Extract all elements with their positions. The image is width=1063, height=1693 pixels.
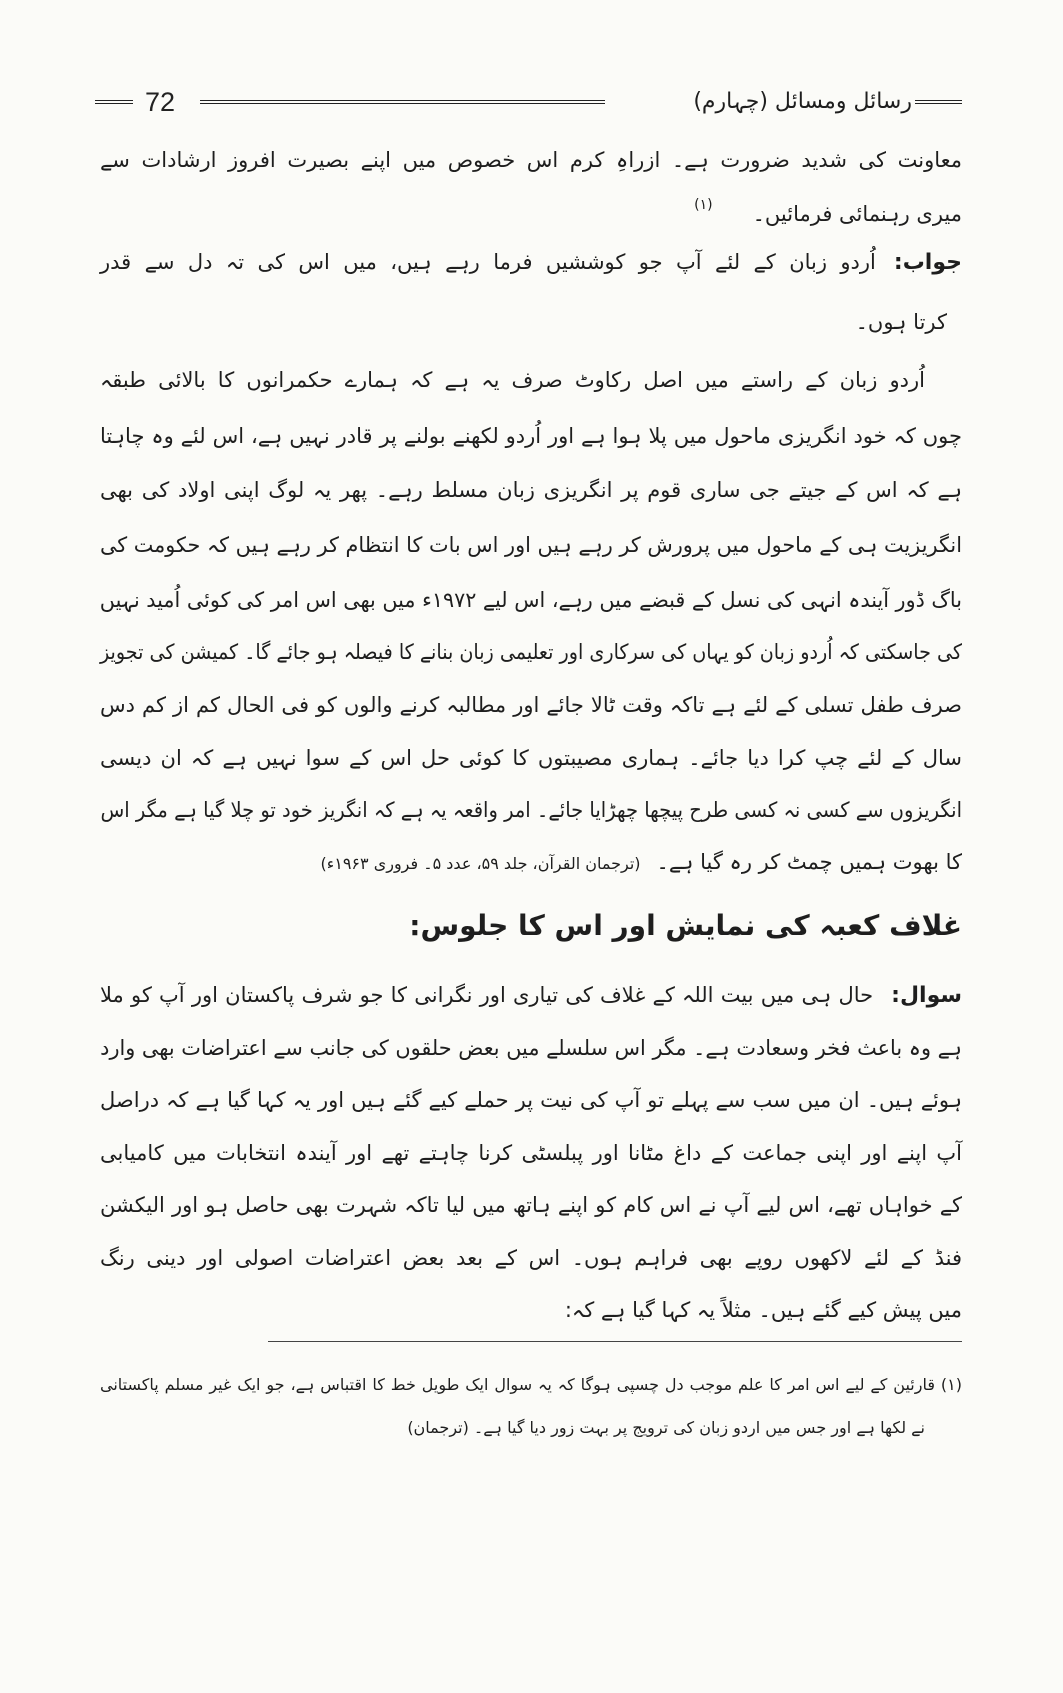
- paragraph-line-text: چوں کہ خود انگریزی ماحول میں پلا ہوا ہے اور اُردو لکھنے بولنے پر قادر نہیں ہے، اس لئے وہ چاہتا: [100, 424, 962, 448]
- paragraph-line: [100, 468, 962, 512]
- question2-line: [100, 1026, 962, 1070]
- question-label: سوال:: [891, 983, 962, 1008]
- paragraph-line: [100, 630, 962, 674]
- paragraph-line: [100, 736, 962, 780]
- question-line: [100, 183, 962, 227]
- paragraph-line-text: کا بھوت ہمیں چمٹ کر رہ گیا ہے۔: [656, 850, 962, 874]
- paragraph-line-text: اُردو زبان کے راستے میں اصل رکاوٹ صرف یہ ہے کہ ہمارے حکمرانوں کا بالائی طبقہ: [100, 368, 925, 392]
- footnote-line: [100, 1367, 962, 1403]
- source-citation: (ترجمان القرآن، جلد ۵۹، عدد ۵۔ فروری ۱۹۶۳ء): [320, 854, 641, 873]
- answer-label: جواب:: [893, 250, 962, 275]
- paragraph-line-text: انگریزیت ہی کے ماحول میں پرورش کر رہے ہیں اور اس بات کا انتظام کر رہے ہیں کہ حکومت کی: [99, 533, 962, 557]
- question2-line-text: حال ہی میں بیت اللہ کے غلاف کی تیاری اور نگرانی کا جو شرف پاکستان اور آپ کو ملا: [100, 983, 874, 1007]
- question-line: [100, 138, 962, 182]
- header-rule-right: [915, 100, 962, 104]
- footnote-reference: (۱): [694, 197, 713, 213]
- question2-line-text: کے خواہاں تھے، اس لیے آپ نے اس کام کو اپنے ہاتھ میں لیا تاکہ شہرت بھی حاصل ہو اور الیکشن: [100, 1193, 962, 1217]
- footnote-line-text: نے لکھا ہے اور جس میں اردو زبان کی ترویج پر بہت زور دیا گیا ہے۔ (ترجمان): [407, 1418, 925, 1437]
- page-number: 72: [145, 87, 176, 117]
- question2-line-text: ہے وہ باعث فخر وسعادت ہے۔ مگر اس سلسلے میں بعض حلقوں کی جانب سے اعتراضات بھی وارد: [100, 1036, 962, 1060]
- question2-line-text: فنڈ کے لئے لاکھوں روپے بھی فراہم ہوں۔ اس کے بعد بعض اعتراضات اصولی اور دینی رنگ: [100, 1246, 962, 1270]
- header-rule-left: [95, 100, 133, 104]
- question-line-text: معاونت کی شدید ضرورت ہے۔ ازراہِ کرم اس خصوص میں اپنے بصیرت افروز ارشادات سے: [100, 148, 962, 172]
- answer-line: [100, 240, 962, 284]
- question2-line: [100, 973, 962, 1017]
- paragraph-line-text: کی جاسکتی کہ اُردو زبان کو یہاں کی سرکاری اور تعلیمی زبان بنانے کا فیصلہ ہو جائے گا۔ کمیشن کی تجویز: [100, 640, 962, 664]
- question2-line: [100, 1131, 962, 1175]
- paragraph-line: [100, 414, 962, 458]
- question2-line: [100, 1236, 962, 1280]
- question-line-text: میری رہنمائی فرمائیں۔: [752, 202, 962, 226]
- paragraph-line: [100, 840, 962, 884]
- paragraph-line-text: انگریزوں سے کسی نہ کسی طرح پیچھا چھڑایا جائے۔ امر واقعہ یہ ہے کہ انگریز خود تو چلا گیا ہے مگر اس: [100, 798, 963, 822]
- paragraph-line-text: سال کے لئے چپ کرا دیا جائے۔ ہماری مصیبتوں کا کوئی حل اس کے سوا نہیں ہے کہ ان دیسی: [100, 746, 962, 770]
- paragraph-line-text: باگ ڈور آیندہ انہی کی نسل کے قبضے میں رہے، اس لیے ۱۹۷۲ء میں بھی اس امر کی کوئی اُمید نہیں: [99, 588, 962, 612]
- answer-line-text: اُردو زبان کے لئے آپ جو کوششیں فرما رہے ہیں، میں اس کی تہ دل سے قدر: [100, 250, 876, 274]
- paragraph-line: [99, 578, 962, 622]
- paragraph-line-text: صرف طفل تسلی کے لئے ہے تاکہ وقت ٹالا جائے اور مطالبہ کرنے والوں کو فی الحال کم از کم دس: [100, 693, 962, 717]
- question2-line-text: آپ اپنے اور اپنی جماعت کے داغ مٹانا اور پبلسٹی کرنا چاہتے تھے اور آیندہ انتخابات میں کامیابی: [100, 1141, 962, 1165]
- header-rule-middle: [200, 100, 605, 104]
- paragraph-line: [100, 788, 963, 832]
- section-heading: غلاف کعبہ کی نمایش اور اس کا جلوس:: [409, 909, 962, 942]
- footnote-divider: [268, 1341, 962, 1342]
- footnote-line: [100, 1410, 925, 1446]
- running-title: رسائل ومسائل (چہارم): [693, 89, 912, 114]
- question2-line: [100, 1183, 962, 1227]
- question2-line: [100, 1288, 962, 1332]
- paragraph-line-text: ہے کہ اس کے جیتے جی ساری قوم پر انگریزی زبان مسلط رہے۔ پھر یہ لوگ اپنی اولاد کی بھی: [100, 478, 962, 502]
- question2-line-text: میں پیش کیے گئے ہیں۔ مثلاً یہ کہا گیا ہے کہ:: [564, 1298, 962, 1322]
- paragraph-line: [99, 523, 962, 567]
- question2-line: [100, 1078, 962, 1122]
- paragraph-line: [100, 358, 925, 402]
- question2-line-text: ہوئے ہیں۔ ان میں سب سے پہلے تو آپ کی نیت پر حملے کیے گئے ہیں اور یہ کہا گیا ہے کہ دراصل: [100, 1088, 962, 1112]
- answer-line-text: کرتا ہوں۔: [855, 310, 947, 334]
- answer-line: [100, 300, 947, 344]
- paragraph-line: [100, 683, 962, 727]
- footnote-line-text: (۱) قارئین کے لیے اس امر کا علم موجب دل چسپی ہوگا کہ یہ سوال ایک طویل خط کا اقتباس ہے، جو ایک غیر مسلم پاکستانی: [100, 1375, 962, 1394]
